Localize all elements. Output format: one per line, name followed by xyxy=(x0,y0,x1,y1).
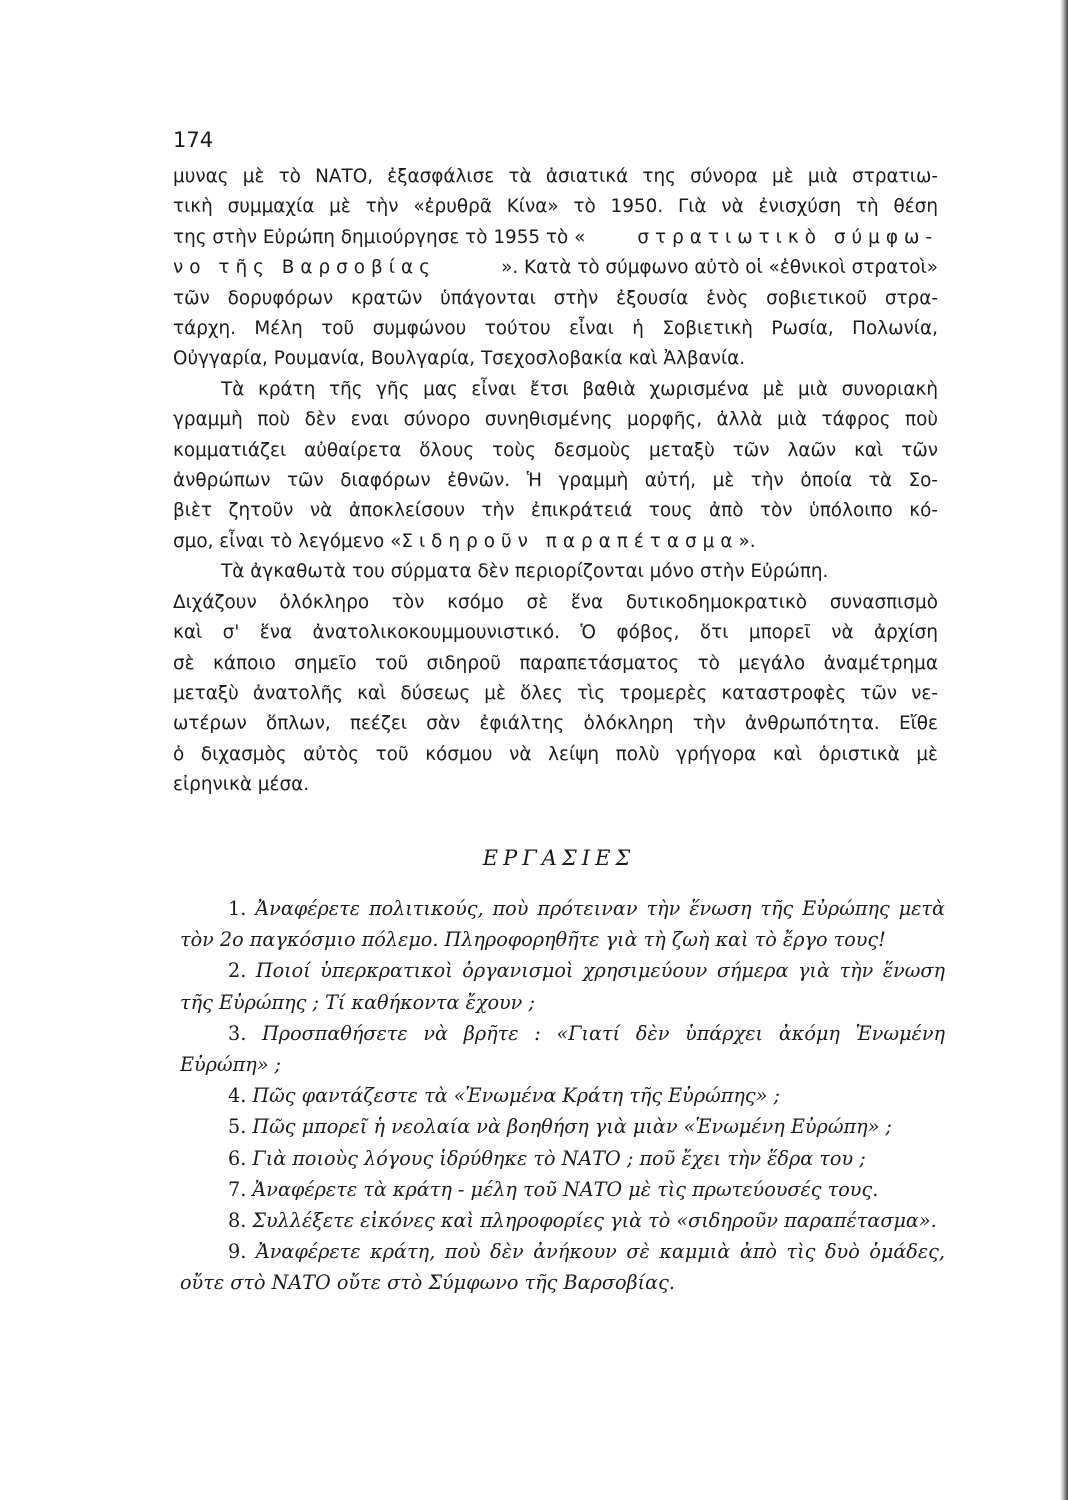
exercise-text: Ἀναφέρετε κράτη, ποὺ δὲν ἀνήκουν σὲ καμμιὰ ἀπὸ τὶς δυὸ ὁμάδες, xyxy=(255,1240,946,1264)
exercise-line xyxy=(180,955,945,986)
exercise-line xyxy=(180,1080,945,1111)
paragraph-1 xyxy=(173,162,938,375)
text-line: τικὴ συμμαχία μὲ τὴν «ἐρυθρᾶ Κίνα» τὸ 1950. Γιὰ νὰ ἐνισχύση τὴ θέση xyxy=(173,196,938,218)
exercise-text: Συλλέξετε εἰκόνες καὶ πληροφορίες γιὰ τὸ «σιδηροῦν παραπέτασμα». xyxy=(252,1209,937,1233)
text-line: Οὐγγαρία, Ρουμανία, Βουλγαρία, Τσεχοσλοβακία καὶ Ἀλβανία. xyxy=(173,348,746,370)
text-line: τῶν δορυφόρων κρατῶν ὑπάγονται στὴν ἐξουσία ἑνὸς σοβιετικοῦ στρα- xyxy=(173,287,938,309)
exercise-text: Ποιοί ὑπερκρατικοὶ ὀργανισμοὶ χρησιμεύουν σήμερα γιὰ τὴν ἕνωση xyxy=(255,959,945,983)
exercise-text: Πῶς φαντάζεστε τὰ «Ἑνωμένα Κράτη τῆς Εὐρώπης» ; xyxy=(252,1084,780,1108)
text-line: τάρχη. Μέλη τοῦ συμφώνου τούτου εἶναι ἡ Σοβιετικὴ Ρωσία, Πολωνία, xyxy=(173,318,938,340)
paragraph-3 xyxy=(173,557,938,800)
text-line xyxy=(173,253,938,283)
text-line: ὁ διχασμὸς αὐτὸς τοῦ κόσμου νὰ λείψη πολὺ γρήγορα καὶ ὁριστικὰ μὲ xyxy=(173,743,938,765)
exercise-item xyxy=(180,1018,945,1080)
exercise-line xyxy=(180,1205,945,1236)
paragraph-2 xyxy=(173,375,938,557)
text-line: σὲ κάποιο σημεῖο τοῦ σιδηροῦ παραπετάσματος τὸ μεγάλο ἀναμέτρημα xyxy=(173,652,938,674)
text-line: Τὰ κράτη τῆς γῆς μας εἶναι ἔτσι βαθιὰ χωρισμένα μὲ μιὰ συνοριακὴ xyxy=(221,378,938,400)
text-line: γραμμὴ ποὺ δὲν εναι σύνορο συνηθισμένης μορφῆς, ἀλλὰ μιὰ τάφρος ποὺ xyxy=(173,409,938,431)
exercise-number: 2. xyxy=(228,959,247,983)
text-fragment: σμο, εἶναι τὸ λεγόμενο « xyxy=(173,530,402,552)
text-line xyxy=(173,223,938,253)
exercise-text: Ἀναφέρετε πολιτικούς, ποὺ πρότειναν τὴν ἕνωση τῆς Εὐρώπης μετὰ xyxy=(255,897,945,920)
spaced-term: στρατιωτικὸ σύμφω- xyxy=(637,226,938,248)
text-line: εἰρηνικὰ μέσα. xyxy=(173,774,310,796)
exercise-item xyxy=(180,1080,945,1111)
text-fragment: ». xyxy=(738,530,756,552)
exercise-number: 3. xyxy=(228,1021,247,1045)
exercise-line xyxy=(180,1143,945,1174)
spaced-term: νο τῆς Βαρσοβίας xyxy=(173,257,436,279)
exercise-item xyxy=(180,893,945,955)
exercise-item xyxy=(180,1236,945,1298)
exercises-list xyxy=(180,893,945,1299)
text-line: Διχάζουν ὁλόκληρο τὸν κσόμο σὲ ἕνα δυτικοδημοκρατικὸ συνασπισμὸ xyxy=(173,591,938,613)
text-line: καὶ σ' ἕνα ἀνατολικοκουμμουνιστικό. Ὁ φόβος, ὅτι μπορεῖ νὰ ἀρχίση xyxy=(173,622,938,644)
exercise-text: Προσπαθήσετε νὰ βρῆτε : «Γιατί δὲν ὑπάρχει ἀκόμη Ἑνωμένη xyxy=(262,1021,945,1045)
exercise-text: Γιὰ ποιοὺς λόγους ἱδρύθηκε τὸ ΝΑΤΟ ; ποῦ ἔχει τὴν ἕδρα του ; xyxy=(252,1146,866,1170)
text-fragment: της στὴν Εὐρώπη δημιούργησε τὸ 1955 τὸ « xyxy=(173,226,586,248)
body-text xyxy=(173,162,938,801)
text-line: μεταξὺ ἀνατολῆς καὶ δύσεως μὲ ὅλες τὶς τρομερὲς καταστροφὲς τῶν νε- xyxy=(173,682,938,704)
exercise-number: 6. xyxy=(228,1146,247,1170)
page-number: 174 xyxy=(173,128,214,152)
text-line xyxy=(173,527,938,557)
text-line: ωτέρων ὅπλων, πεέζει σὰν ἐφιάλτης ὁλόκληρη τὴν ἀνθρωπότητα. Εἴθε xyxy=(173,713,938,735)
text-line: μυνας μὲ τὸ ΝΑΤΟ, ἐξασφάλισε τὰ ἀσιατικά της σύνορα μὲ μιὰ στρατιω- xyxy=(173,166,938,187)
page-edge-shadow xyxy=(1060,0,1068,1500)
exercise-number: 8. xyxy=(228,1209,247,1233)
exercise-number: 9. xyxy=(228,1240,247,1264)
exercise-line: τὸν 2ο παγκόσμιο πόλεμο. Πληροφορηθῆτε γιὰ τὴ ζωὴ καὶ τὸ ἔργο τους! xyxy=(180,928,886,952)
exercises-heading: ΕΡΓΑΣΙΕΣ xyxy=(482,846,636,870)
exercise-item xyxy=(180,1205,945,1236)
text-fragment: ». Κατὰ τὸ σύμφωνο αὐτὸ οἱ «ἐθνικοὶ στρατοὶ» xyxy=(501,257,938,279)
text-line: κομματιάζει αὐθαίρετα ὅλους τοὺς δεσμοὺς μεταξὺ τῶν λαῶν καὶ τῶν xyxy=(173,439,938,461)
exercise-item xyxy=(180,955,945,1017)
text-line: ἀνθρώπων τῶν διαφόρων ἐθνῶν. Ἡ γραμμὴ αὐτή, μὲ τὴν ὁποία τὰ Σο- xyxy=(173,470,938,492)
exercise-text: Πῶς μπορεῖ ἡ νεολαία νὰ βοηθήση γιὰ μιὰν «Ἑνωμένη Εὐρώπη» ; xyxy=(252,1115,892,1139)
exercise-number: 4. xyxy=(228,1084,247,1108)
exercise-item xyxy=(180,1111,945,1142)
exercise-line: οὔτε στὸ ΝΑΤΟ οὔτε στὸ Σύμφωνο τῆς Βαρσοβίας. xyxy=(180,1271,675,1295)
exercise-line xyxy=(180,893,945,924)
exercise-line: Εὐρώπη» ; xyxy=(180,1053,282,1077)
exercise-number: 7. xyxy=(228,1177,247,1201)
exercise-line xyxy=(180,1111,945,1142)
exercise-line xyxy=(180,1174,945,1205)
text-line: Τὰ ἀγκαθωτὰ του σύρματα δὲν περιορίζονται μόνο στὴν Εὐρώπη. xyxy=(221,561,829,583)
exercise-line: τῆς Εὐρώπης ; Τί καθήκοντα ἔχουν ; xyxy=(180,990,535,1014)
exercise-item xyxy=(180,1143,945,1174)
text-line: βιὲτ ζητοῦν νὰ ἀποκλείσουν τὴν ἐπικράτειά τους ἀπὸ τὸν ὑπόλοιπο κό- xyxy=(173,500,938,522)
exercise-item xyxy=(180,1174,945,1205)
exercise-number: 1. xyxy=(228,897,247,920)
spaced-term: Σιδηροῦν παραπέτασμα xyxy=(401,530,739,552)
exercise-text: Ἀναφέρετε τὰ κράτη - μέλη τοῦ ΝΑΤΟ μὲ τὶς πρωτεύουσές τους. xyxy=(252,1177,879,1201)
exercise-line xyxy=(180,1236,945,1267)
exercise-line xyxy=(180,1018,945,1049)
exercise-number: 5. xyxy=(228,1115,247,1139)
